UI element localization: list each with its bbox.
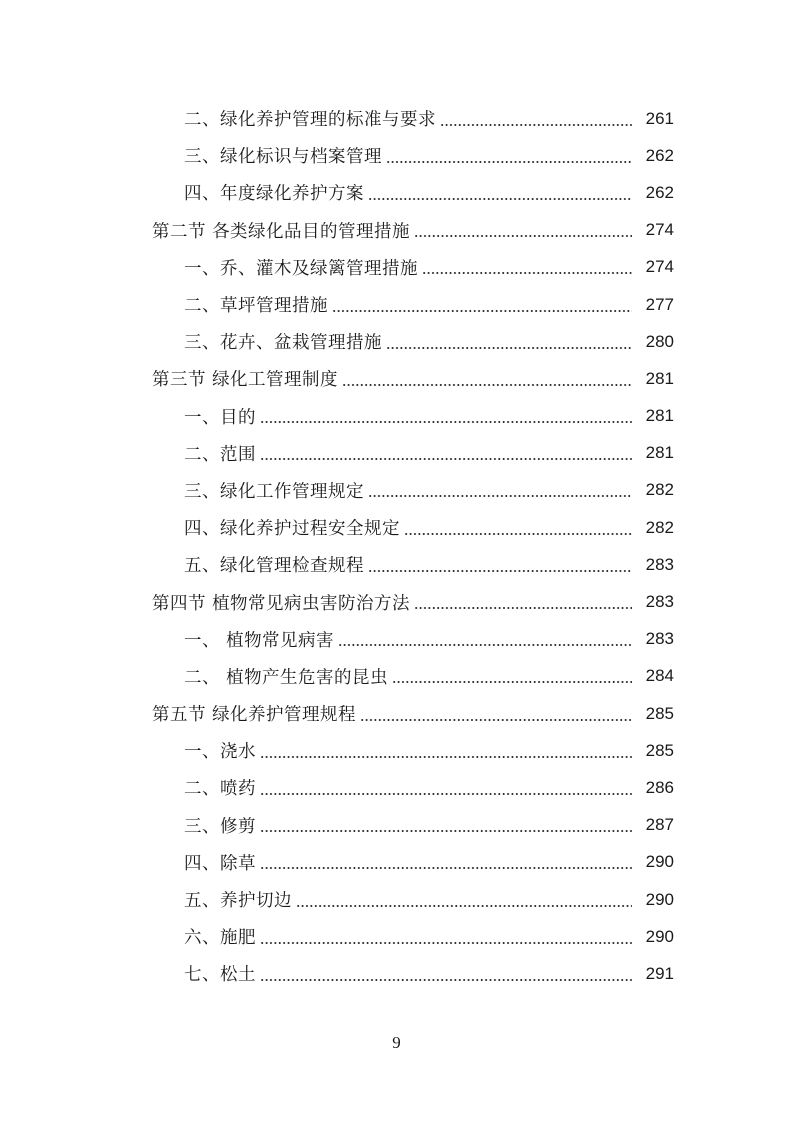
toc-dot-leader xyxy=(392,681,632,683)
toc-entry-title: 二、喷药 xyxy=(184,779,256,800)
toc-subsection-entry[interactable] xyxy=(0,658,793,695)
toc-subsection-entry[interactable] xyxy=(0,769,793,806)
table-of-contents xyxy=(0,100,793,993)
toc-dot-leader xyxy=(368,495,632,497)
toc-subsection-entry[interactable] xyxy=(0,807,793,844)
toc-entry-page-number: 277 xyxy=(645,294,674,314)
toc-section-entry[interactable] xyxy=(0,212,793,249)
toc-subsection-entry[interactable] xyxy=(0,435,793,472)
toc-dot-leader xyxy=(360,719,632,721)
toc-entry-title: 三、绿化标识与档案管理 xyxy=(184,147,382,168)
toc-entry-page-number: 283 xyxy=(645,592,674,612)
toc-dot-leader xyxy=(414,607,632,609)
toc-entry-title: 二、范围 xyxy=(184,444,256,465)
toc-entry-page-number: 290 xyxy=(645,889,674,909)
toc-subsection-entry[interactable] xyxy=(0,137,793,174)
toc-entry-page-number: 281 xyxy=(645,368,674,388)
toc-subsection-entry[interactable] xyxy=(0,398,793,435)
toc-section-entry[interactable] xyxy=(0,360,793,397)
toc-subsection-entry[interactable] xyxy=(0,472,793,509)
toc-entry-title: 二、草坪管理措施 xyxy=(184,296,328,317)
toc-subsection-entry[interactable] xyxy=(0,881,793,918)
toc-subsection-entry[interactable] xyxy=(0,955,793,992)
toc-entry-page-number: 285 xyxy=(645,703,674,723)
toc-entry-title: 二、绿化养护管理的标准与要求 xyxy=(184,110,436,131)
toc-entry-page-number: 285 xyxy=(645,740,674,760)
toc-section-entry[interactable] xyxy=(0,695,793,732)
toc-dot-leader xyxy=(422,272,632,274)
toc-entry-title: 第二节 各类绿化品目的管理措施 xyxy=(152,221,411,242)
toc-entry-page-number: 284 xyxy=(645,666,674,686)
toc-subsection-entry[interactable] xyxy=(0,249,793,286)
toc-entry-page-number: 281 xyxy=(645,406,674,426)
toc-entry-page-number: 291 xyxy=(645,963,674,983)
toc-dot-leader xyxy=(332,310,632,312)
toc-dot-leader xyxy=(404,533,632,535)
toc-entry-page-number: 281 xyxy=(645,443,674,463)
toc-entry-page-number: 286 xyxy=(645,777,674,797)
toc-entry-page-number: 287 xyxy=(645,815,674,835)
toc-subsection-entry[interactable] xyxy=(0,509,793,546)
toc-entry-title: 三、花卉、盆栽管理措施 xyxy=(184,333,382,354)
toc-entry-page-number: 280 xyxy=(645,331,674,351)
toc-dot-leader xyxy=(260,867,632,869)
toc-entry-page-number: 274 xyxy=(645,220,674,240)
toc-entry-title: 四、年度绿化养护方案 xyxy=(184,184,364,205)
toc-dot-leader xyxy=(260,942,632,944)
toc-subsection-entry[interactable] xyxy=(0,323,793,360)
toc-entry-page-number: 283 xyxy=(645,554,674,574)
toc-dot-leader xyxy=(296,905,632,907)
toc-section-entry[interactable] xyxy=(0,583,793,620)
toc-dot-leader xyxy=(386,161,632,163)
toc-dot-leader xyxy=(368,198,632,200)
toc-entry-title: 三、修剪 xyxy=(184,816,256,837)
toc-entry-page-number: 282 xyxy=(645,517,674,537)
toc-dot-leader xyxy=(386,347,632,349)
toc-subsection-entry[interactable] xyxy=(0,286,793,323)
toc-dot-leader xyxy=(260,979,632,981)
toc-entry-page-number: 261 xyxy=(645,108,674,128)
toc-subsection-entry[interactable] xyxy=(0,918,793,955)
toc-entry-title: 第四节 植物常见病虫害防治方法 xyxy=(152,593,411,614)
toc-entry-title: 一、浇水 xyxy=(184,742,256,763)
toc-subsection-entry[interactable] xyxy=(0,621,793,658)
toc-subsection-entry[interactable] xyxy=(0,546,793,583)
toc-dot-leader xyxy=(414,235,632,237)
toc-entry-title: 六、施肥 xyxy=(184,928,256,949)
toc-subsection-entry[interactable] xyxy=(0,174,793,211)
toc-subsection-entry[interactable] xyxy=(0,100,793,137)
toc-entry-title: 二、 植物产生危害的昆虫 xyxy=(184,667,389,688)
toc-entry-page-number: 290 xyxy=(645,926,674,946)
toc-dot-leader xyxy=(342,384,632,386)
toc-dot-leader xyxy=(440,124,632,126)
toc-entry-title: 三、绿化工作管理规定 xyxy=(184,481,364,502)
toc-dot-leader xyxy=(260,458,632,460)
toc-subsection-entry[interactable] xyxy=(0,732,793,769)
toc-entry-title: 四、绿化养护过程安全规定 xyxy=(184,519,400,540)
toc-dot-leader xyxy=(260,756,632,758)
toc-subsection-entry[interactable] xyxy=(0,844,793,881)
toc-dot-leader xyxy=(368,570,632,572)
toc-entry-title: 一、乔、灌木及绿篱管理措施 xyxy=(184,258,418,279)
toc-dot-leader xyxy=(260,793,632,795)
toc-entry-title: 七、松土 xyxy=(184,965,256,986)
toc-entry-page-number: 282 xyxy=(645,480,674,500)
toc-entry-page-number: 290 xyxy=(645,852,674,872)
toc-entry-page-number: 274 xyxy=(645,257,674,277)
toc-entry-page-number: 283 xyxy=(645,629,674,649)
toc-entry-title: 五、养护切边 xyxy=(184,891,292,912)
toc-entry-page-number: 262 xyxy=(645,145,674,165)
toc-entry-title: 第三节 绿化工管理制度 xyxy=(152,370,339,391)
toc-entry-page-number: 262 xyxy=(645,182,674,202)
page-number: 9 xyxy=(392,1033,401,1052)
toc-entry-title: 五、绿化管理检查规程 xyxy=(184,556,364,577)
toc-entry-title: 第五节 绿化养护管理规程 xyxy=(152,705,357,726)
toc-entry-title: 一、 植物常见病害 xyxy=(184,630,335,651)
toc-entry-title: 一、目的 xyxy=(184,407,256,428)
toc-dot-leader xyxy=(260,421,632,423)
toc-dot-leader xyxy=(260,830,632,832)
toc-dot-leader xyxy=(338,644,632,646)
toc-entry-title: 四、除草 xyxy=(184,853,256,874)
